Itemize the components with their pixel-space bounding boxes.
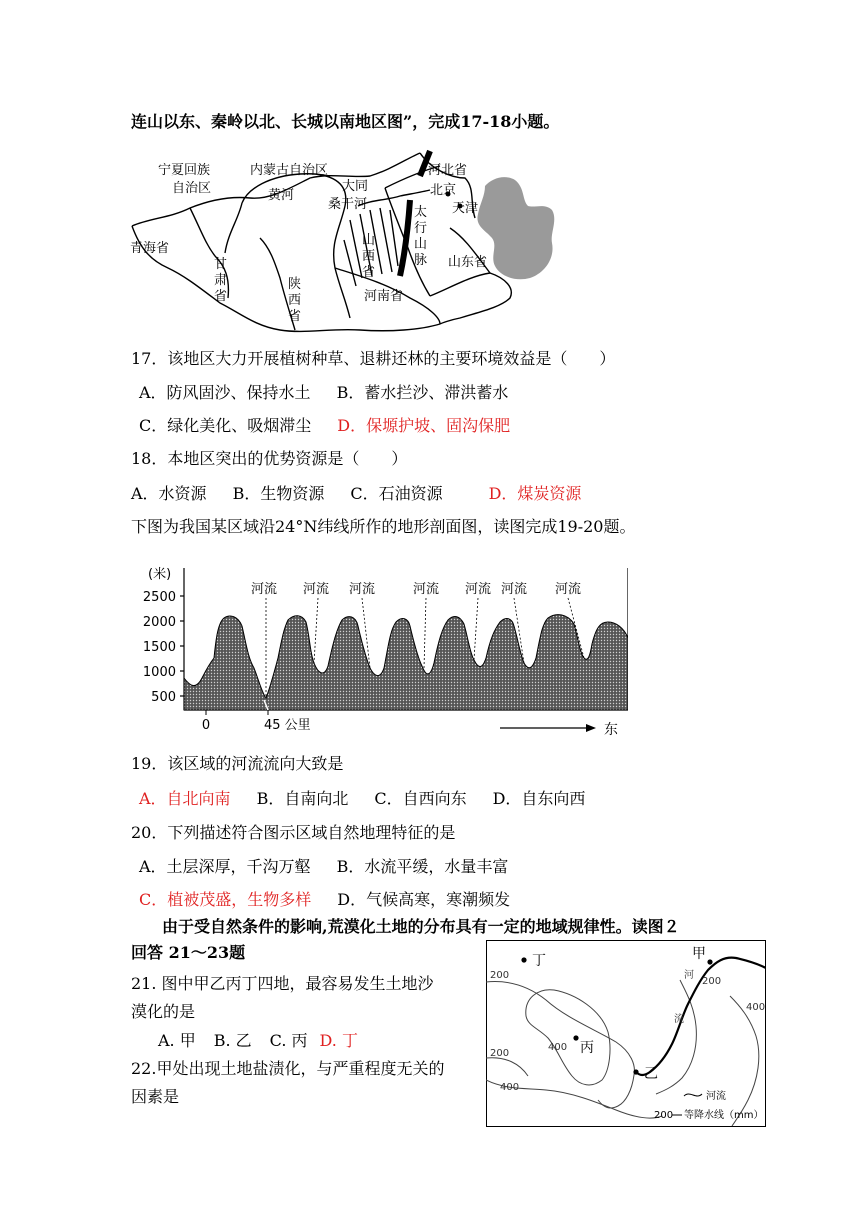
q20-stem: 20．下列描述符合图示区域自然地理特征的是 <box>131 823 456 842</box>
label-taihang-4: 脉 <box>414 253 428 268</box>
river-label-1: 河流 <box>250 582 278 597</box>
legend-isoline: 等降水线（mm） <box>684 1110 764 1121</box>
q21-option-c: C. 丙 <box>269 1031 308 1050</box>
isoline-200-a: 200 <box>490 970 510 981</box>
label-gansu-2: 肃 <box>214 273 228 288</box>
q20-option-c: C．植被茂盛，生物多样 <box>139 890 312 909</box>
y-tick-500: 500 <box>151 690 176 705</box>
q17-option-d: D．保塬护坡、固沟保肥 <box>337 416 511 435</box>
label-he: 河 <box>684 970 694 981</box>
north-china-map <box>130 148 560 338</box>
river-label-5: 河流 <box>464 582 492 597</box>
isoline-400-c: 400 <box>746 1002 766 1013</box>
label-shaanxi-3: 省 <box>288 309 302 324</box>
isoline-400-b: 400 <box>500 1082 520 1093</box>
q17-stem: 17．该地区大力开展植树种草、退耕还林的主要环境效益是（ ） <box>131 349 616 368</box>
q22-stem-2: 因素是 <box>131 1087 180 1106</box>
isoline-200-c: 200 <box>702 976 722 987</box>
x-label-45km: 45 公里 <box>264 718 311 733</box>
label-tianjin: 天津 <box>452 201 479 216</box>
intro-17-18: 连山以东、秦岭以北、长城以南地区图”，完成17-18小题。 <box>131 112 560 131</box>
label-yi: 乙 <box>644 1066 658 1082</box>
label-taihang-2: 行 <box>414 221 428 236</box>
y-unit: (米) <box>148 567 172 582</box>
label-neimenggu: 内蒙古自治区 <box>250 163 329 178</box>
intro-21-23-line2: 回答 21～23题 <box>131 943 246 962</box>
label-shanxi-1: 山 <box>362 233 376 248</box>
q21-option-d: D. 丁 <box>319 1031 358 1050</box>
q17-options-row2 <box>139 416 536 436</box>
q22-stem-1: 22.甲处出现土地盐渍化，与严重程度无关的 <box>131 1059 445 1078</box>
q19-option-d: D．自东向西 <box>492 789 586 808</box>
label-shanxi-2: 西 <box>362 249 376 264</box>
river-label-6: 河流 <box>500 582 528 597</box>
legend-river: 河流 <box>706 1091 726 1102</box>
q21-stem-2: 漠化的是 <box>131 1002 196 1021</box>
q21-option-a: A. 甲 <box>158 1031 196 1050</box>
label-beijing: 北京 <box>430 183 457 198</box>
river-label-7: 河流 <box>554 582 582 597</box>
q17-options-row1 <box>139 383 534 403</box>
q21-options <box>158 1031 384 1051</box>
y-tick-1000: 1000 <box>142 665 176 680</box>
label-datong: 大同 <box>342 179 369 194</box>
y-tick-2500: 2500 <box>142 590 176 605</box>
label-qinghai: 青海省 <box>130 241 170 256</box>
label-gansu-3: 省 <box>214 289 228 304</box>
isoline-400-a: 400 <box>548 1042 568 1053</box>
river-label-2: 河流 <box>302 582 330 597</box>
legend-200: 200 <box>654 1110 674 1121</box>
label-hebei: 河北省 <box>428 163 468 178</box>
label-huanghe: 黄河 <box>268 188 295 203</box>
q18-options <box>131 484 607 504</box>
label-ding: 丁 <box>532 953 546 969</box>
label-bing: 丙 <box>580 1040 594 1056</box>
label-sangganhe: 桑干河 <box>328 197 368 212</box>
label-shaanxi-2: 西 <box>288 293 302 308</box>
east-label: 东 <box>604 722 618 738</box>
q21-stem-1: 21. 图中甲乙丙丁四地，最容易发生土地沙 <box>131 974 434 993</box>
q18-option-b: B．生物资源 <box>232 484 325 503</box>
q20-option-d: D．气候高寒，寒潮频发 <box>337 890 511 909</box>
q19-stem: 19．该区域的河流流向大致是 <box>131 754 344 773</box>
label-taihang-3: 山 <box>414 237 428 252</box>
isoline-200-b: 200 <box>490 1048 510 1059</box>
label-liu: 流 <box>674 1014 684 1025</box>
label-henan: 河南省 <box>364 289 404 304</box>
q20-option-a: A．土层深厚，千沟万壑 <box>139 857 311 876</box>
intro-19-20: 下图为我国某区域沿24°N纬线所作的地形剖面图，读图完成19-20题。 <box>131 517 636 536</box>
label-jia: 甲 <box>692 946 706 962</box>
terrain-profile-chart <box>138 558 628 744</box>
q18-stem: 18．本地区突出的优势资源是（ ） <box>131 449 408 468</box>
label-gansu-1: 甘 <box>214 257 228 272</box>
y-tick-1500: 1500 <box>142 640 176 655</box>
q17-option-c: C．绿化美化、吸烟滞尘 <box>139 416 312 435</box>
q19-options <box>139 789 611 809</box>
x-label-0: 0 <box>201 718 211 733</box>
intro-21-23-line1: 由于受自然条件的影响,荒漠化土地的分布具有一定的地域规律性。读图２ <box>162 917 680 936</box>
label-shaanxi-1: 陕 <box>288 277 302 292</box>
q19-option-c: C．自西向东 <box>374 789 467 808</box>
label-ningxia-2: 自治区 <box>172 181 212 196</box>
river-label-3: 河流 <box>348 582 376 597</box>
label-taihang-1: 太 <box>414 205 428 220</box>
q20-options-row1 <box>139 857 534 877</box>
label-shandong: 山东省 <box>448 255 488 270</box>
q20-option-b: B．水流平缓，水量丰富 <box>336 857 509 876</box>
q20-options-row2 <box>139 890 536 910</box>
q18-option-c: C．石油资源 <box>350 484 443 503</box>
label-ningxia-1: 宁夏回族 <box>158 163 211 178</box>
label-shanxi-3: 省 <box>362 265 376 280</box>
y-tick-2000: 2000 <box>142 615 176 630</box>
river-label-4: 河流 <box>412 582 440 597</box>
q19-option-a: A．自北向南 <box>139 789 231 808</box>
precipitation-map <box>486 940 766 1127</box>
q17-option-b: B．蓄水拦沙、滞洪蓄水 <box>336 383 509 402</box>
q18-option-a: A．水资源 <box>131 484 207 503</box>
q17-option-a: A．防风固沙、保持水土 <box>139 383 311 402</box>
q21-option-b: B. 乙 <box>213 1031 252 1050</box>
q19-option-b: B．自南向北 <box>256 789 349 808</box>
q18-option-d: D．煤炭资源 <box>488 484 582 503</box>
